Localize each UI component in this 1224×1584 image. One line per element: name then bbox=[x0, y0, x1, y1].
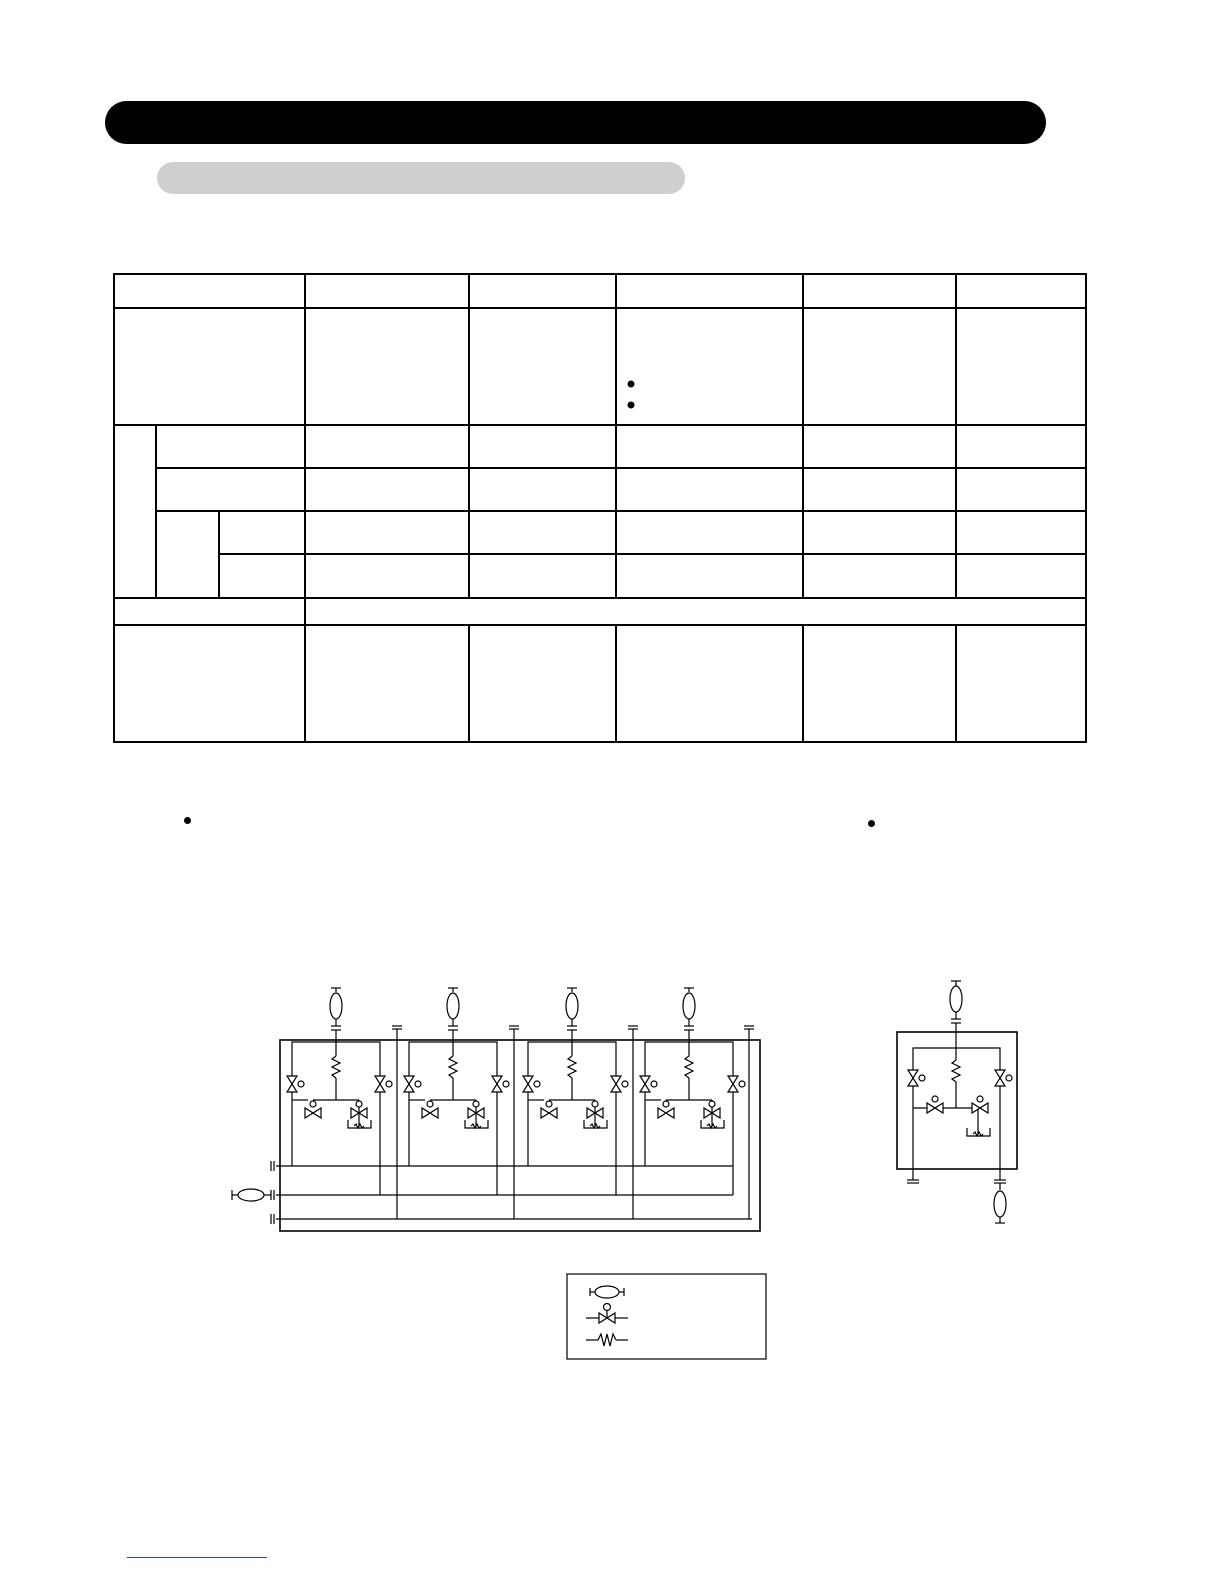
table-bullet bbox=[628, 381, 635, 388]
table-bullet bbox=[628, 402, 635, 409]
note-bullet-right bbox=[868, 820, 875, 827]
spec-table bbox=[0, 0, 1224, 760]
single-branch-circuit-diagram bbox=[880, 975, 1030, 1235]
legend-box bbox=[566, 1273, 768, 1361]
note-bullet-left bbox=[184, 817, 191, 824]
multi-branch-circuit-diagram bbox=[220, 975, 780, 1245]
footer-link-underline[interactable] bbox=[127, 1557, 267, 1558]
